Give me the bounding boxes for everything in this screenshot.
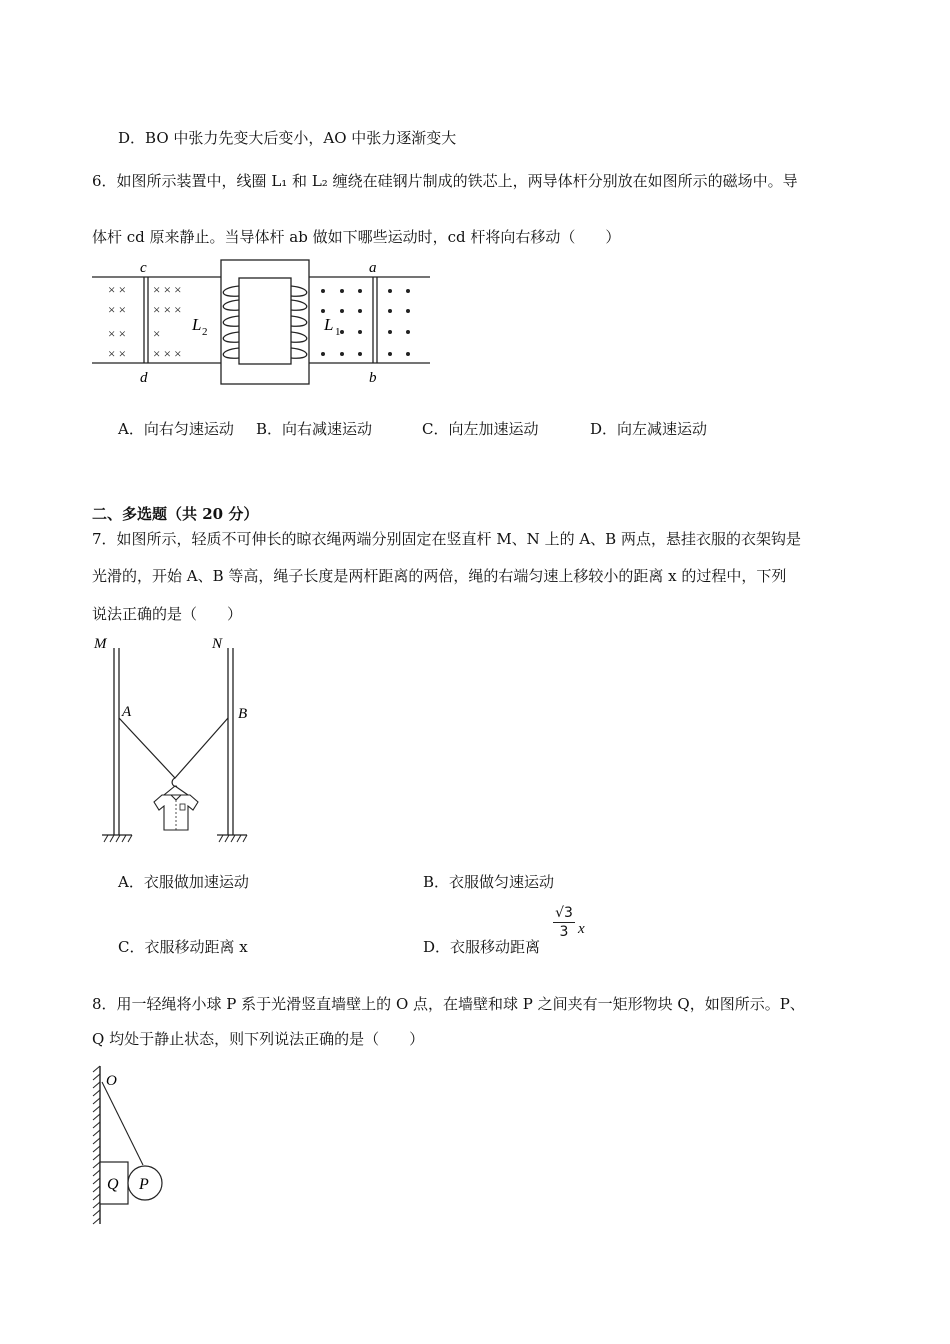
label-a: a — [369, 260, 377, 276]
label-d: d — [140, 370, 148, 386]
svg-text:× × ×: × × × — [153, 282, 182, 297]
section-title: 二、多选题（共 20 分） — [92, 505, 259, 523]
label-B: B — [238, 706, 248, 722]
q5-option-d: D．BO 中张力先变大后变小，AO 中张力逐渐变大 — [118, 129, 457, 147]
label-L2-sub: 2 — [202, 326, 208, 338]
q7-option-d-variable — [578, 918, 585, 939]
q7-option-c: C．衣服移动距离 x — [118, 938, 248, 956]
q6-option-d: D．向左减速运动 — [590, 420, 708, 438]
q7-stem-line1: 7．如图所示，轻质不可伸长的晾衣绳两端分别固定在竖直杆 M、N 上的 A、B 两点，悬挂衣服的衣架钩是 — [92, 530, 801, 548]
label-L2: L — [192, 315, 202, 334]
q6-stem-line1: 6．如图所示装置中，线圈 L₁ 和 L₂ 缠绕在硅钢片制成的铁芯上，两导体杆分别放在如图所示的磁场中。导 — [92, 172, 798, 190]
q6-option-c: C．向左加速运动 — [422, 420, 539, 438]
fraction-numerator: √3 — [553, 904, 575, 923]
q6-option-a: A．向右匀速运动 — [118, 420, 234, 438]
svg-text:× ×: × × — [108, 302, 126, 317]
label-Q: Q — [107, 1176, 119, 1193]
q6-option-b: B．向右减速运动 — [256, 420, 373, 438]
label-N: N — [212, 636, 223, 652]
svg-text:× ×: × × — [108, 282, 126, 297]
q7-stem-line3: 说法正确的是（ ） — [92, 605, 243, 623]
q7-clothesline-figure — [92, 630, 262, 850]
label-c: c — [140, 260, 147, 276]
label-P: P — [139, 1176, 149, 1193]
q6-magnetic-figure — [90, 258, 435, 388]
svg-text:× × ×: × × × — [153, 346, 182, 361]
q8-stem-line1: 8．用一轻绳将小球 P 系于光滑竖直墙壁上的 O 点，在墙壁和球 P 之间夹有一矩形物块 Q，如图所示。P、 — [92, 995, 805, 1013]
q7-option-d-fraction — [553, 904, 575, 941]
cross-field — [108, 282, 182, 361]
svg-text:× ×: × × — [108, 346, 126, 361]
label-M: M — [94, 636, 107, 652]
label-O: O — [106, 1073, 117, 1089]
q7-option-b: B．衣服做匀速运动 — [423, 873, 555, 891]
svg-text:× × ×: × × × — [153, 302, 182, 317]
dot-field — [321, 289, 410, 356]
variable-x: x — [578, 921, 585, 937]
q8-wall-ball-figure — [90, 1064, 180, 1229]
q8-stem-line2: Q 均处于静止状态，则下列说法正确的是（ ） — [92, 1030, 425, 1048]
label-L1-sub: 1 — [335, 326, 341, 338]
label-b: b — [369, 370, 377, 386]
q7-option-d: D．衣服移动距离 — [423, 938, 541, 956]
svg-text:× ×: × × — [108, 326, 126, 341]
svg-text:×: × — [153, 326, 161, 341]
fraction-denominator: 3 — [559, 924, 569, 940]
q7-option-a: A．衣服做加速运动 — [118, 873, 249, 891]
q6-stem-line2: 体杆 cd 原来静止。当导体杆 ab 做如下哪些运动时，cd 杆将向右移动（ ） — [92, 228, 621, 246]
label-L1: L — [324, 315, 334, 334]
q7-stem-line2: 光滑的，开始 A、B 等高，绳子长度是两杆距离的两倍，绳的右端匀速上移较小的距离 x 的过程中，下列 — [92, 567, 787, 585]
label-A: A — [122, 704, 132, 720]
